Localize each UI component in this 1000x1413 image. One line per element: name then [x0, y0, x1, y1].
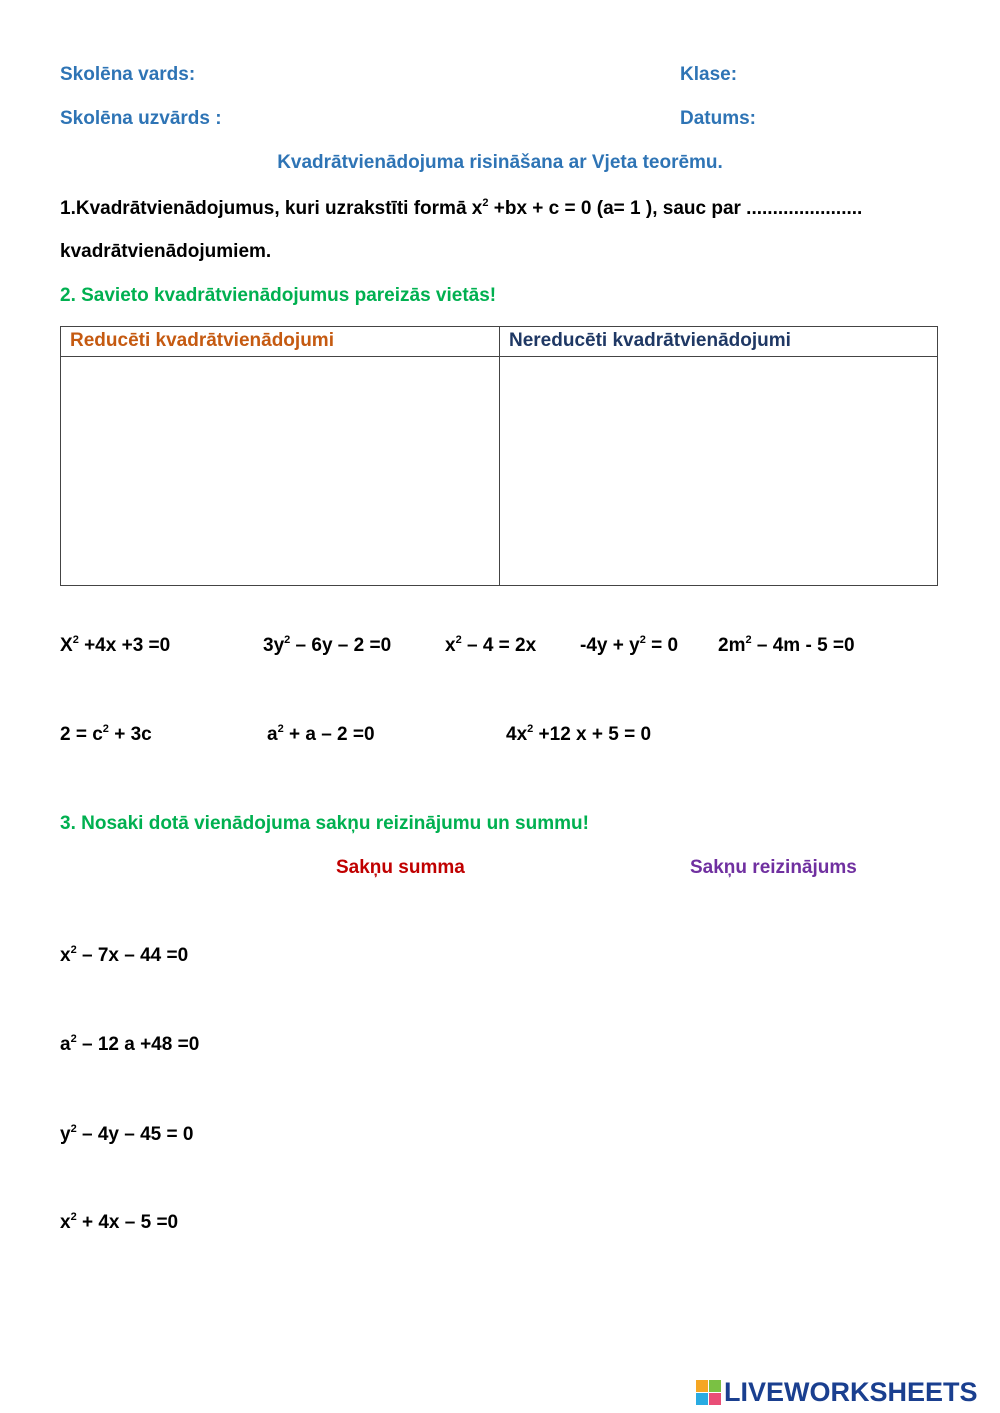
page-title: Kvadrātvienādojuma risināšana ar Vjeta teorēmu.	[277, 152, 723, 173]
task1-line1	[60, 198, 862, 220]
nonreduced-drop-zone[interactable]	[500, 357, 937, 585]
product-answer-field[interactable]	[690, 1207, 870, 1237]
product-answer-field[interactable]	[690, 1029, 870, 1059]
liveworksheets-logo-icon	[696, 1380, 722, 1406]
date-label: Datums:	[680, 108, 757, 129]
sum-answer-field[interactable]	[336, 1029, 486, 1059]
draggable-equation[interactable]: $4x^2 +12$ x + 5 = 0	[506, 723, 652, 745]
exponent: 2	[70, 1033, 77, 1045]
sum-answer-field[interactable]	[336, 1207, 486, 1237]
draggable-equation[interactable]: $-4y + y^2 = 0$	[580, 634, 679, 656]
logo-text: LIVEWORKSHEETS	[724, 1377, 978, 1407]
reduced-column-header: Reducēti kvadrātvienādojumi	[70, 330, 334, 351]
roots-sum-header: Sakņu summa	[336, 857, 465, 878]
liveworksheets-logo	[696, 1377, 978, 1408]
exponent: 2	[70, 1211, 77, 1223]
task1-line2: kvadrātvienādojumiem.	[60, 241, 272, 262]
sum-answer-field[interactable]	[336, 940, 486, 970]
task2-heading: 2. Savieto kvadrātvienādojumus pareizās vietās!	[60, 285, 497, 306]
product-answer-field[interactable]	[690, 940, 870, 970]
draggable-equation[interactable]: $X^2 +4x +3 =0$	[60, 634, 171, 656]
task3-equation: $x^2 + 4x - 5 =0$	[60, 1211, 179, 1233]
roots-product-header: Sakņu reizinājums	[690, 857, 857, 878]
class-label: Klase:	[680, 64, 738, 85]
sorting-table	[60, 326, 938, 586]
nonreduced-column-header: Nereducēti kvadrātvienādojumi	[509, 330, 791, 351]
exponent: 2	[455, 634, 462, 646]
sum-answer-field[interactable]	[336, 1119, 486, 1149]
draggable-equation[interactable]: $x^2 - 4 = 2x$	[445, 634, 537, 656]
draggable-equation[interactable]: $2 = c^2 + 3c$	[60, 723, 152, 745]
task3-equation: $y^2 - 4y - 45 = 0$	[60, 1123, 194, 1145]
exponent: 2	[277, 723, 284, 735]
exponent: 2	[527, 723, 534, 735]
student-surname-label: Skolēna uzvārds :	[60, 108, 222, 129]
task1-line1-end: +bx + c = 0 (a= 1 ), sauc par ......................	[488, 198, 863, 219]
task3-equation: $a^2 - 12$ a +48 =0	[60, 1033, 200, 1055]
product-answer-field[interactable]	[690, 1119, 870, 1149]
student-name-label: Skolēna vards:	[60, 64, 196, 85]
exponent: 2	[639, 634, 646, 646]
reduced-drop-zone[interactable]	[61, 357, 499, 585]
task3-heading: 3. Nosaki dotā vienādojuma sakņu reizinājumu un summu!	[60, 813, 589, 834]
exponent: 2	[72, 634, 79, 646]
exponent: 2	[482, 197, 489, 209]
exponent: 2	[70, 1123, 77, 1135]
exponent: 2	[745, 634, 752, 646]
draggable-equation[interactable]: $3y^2 - 6y - 2 =0$	[263, 634, 392, 656]
exponent: 2	[102, 723, 109, 735]
exponent: 2	[284, 634, 291, 646]
exponent: 2	[70, 944, 77, 956]
draggable-equation[interactable]: $2m^2 - 4m - 5 =0$	[718, 634, 855, 656]
task3-equation: $x^2 - 7x - 44 =0$	[60, 944, 189, 966]
draggable-equation[interactable]: $a^2 + a - 2 =0$	[267, 723, 375, 745]
task1-line1-start: 1.Kvadrātvienādojumus, kuri uzrakstīti formā x	[60, 198, 483, 219]
